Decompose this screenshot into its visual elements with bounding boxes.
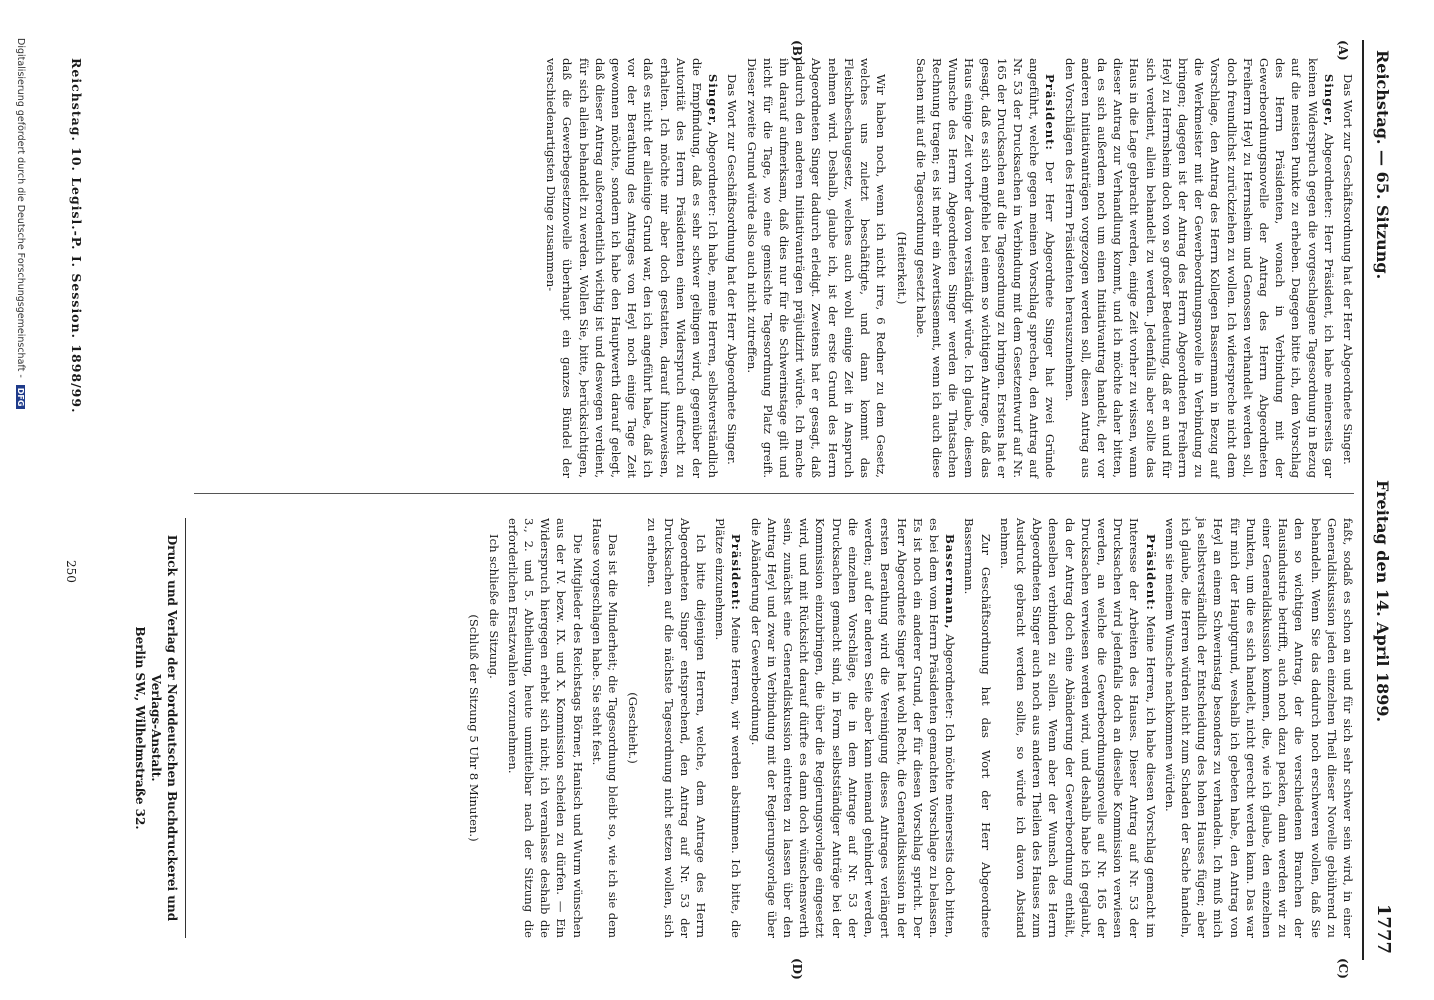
paragraph-text: Zur Geschäftsordnung hat das Wort der Herr Abgeordnete Bassermann. [962, 518, 993, 938]
paragraph-text: Der Herr Abgeordnete Singer hat zwei Gründe angeführt, welche gegen meinen Vorschlag sprechen, den Antrag auf Nr. 53 der Drucksachen in Verbindung mit dem Gesetzentwurf auf Nr. 165 der Drucksachen auf die Tagesordnung zu bringen. Erstens hat er gesagt, daß es sich empfehle bei einem so wichtigen Antrage, daß das Haus einige Zeit vorher davon verständigt würde. Ich glaube, diesem Wunsche des Herrn Abgeordneten Singer werden die Thatsachen Rechnung tragen; es ist mehr ein Avertissement, wenn ich auch diese Sachen mit auf die Tagesordnung gesetzt habe. [913, 58, 1058, 478]
paragraph-text: Das Wort zur Geschäftsordnung hat der Herr Abgeordnete Singer. [1341, 74, 1355, 465]
dfg-logo: DFG [16, 385, 25, 410]
paragraph [505, 518, 586, 938]
paragraph-text: Ich schließe die Sitzung. [486, 534, 501, 679]
stage-direction [893, 58, 909, 478]
paragraph-text: Abgeordneter: Ich habe, meine Herren, selbstverständlich die Empfindung, daß es sehr schwer gelingen wird, gegenüber der Autorität des Herrn Präsidenten einen Widerspruch aufrecht zu erhalten. Ich möchte mir aber doch gestatten, darauf hinzuweisen, daß es nicht der alleinige Grund war, den ich angeführt habe, daß ich vor der Berathung des Antrages von Heyl noch einige Tage Zeit gewonnen möchte, sondern ich habe den Hauptwerth darauf gelegt, daß dieser Antrag außerordentlich wichtig ist und deswegen verdient, für sich allein behandelt zu werden. Wollen Sie, bitte, berücksichtigen, daß die Gewerbegesetznovelle überhaupt ein ganzes Bündel der verschiedenartigsten Dinge zusammen- [544, 58, 721, 478]
left-column [540, 58, 1356, 478]
paragraph [961, 518, 993, 938]
paragraph [485, 518, 501, 938]
paragraph-text: Das Wort zur Geschäftsordnung hat der Herr Abgeordnete Singer. [725, 74, 740, 465]
paragraph [747, 518, 958, 938]
paragraph-text: Die Mitglieder des Reichstags Börner, Hanisch und Wurm wünschen aus der IV. bezw. IX. und X. Kommission scheiden zu dürfen. — Ein Widerspruch hiergegen erhebt sich nicht; ich veranlasse deshalb die 3., 2. und 5. Abtheilung, heute unmittelbar nach der Sitzung die erforderlichen Ersatzwahlen vorzunehmen. [505, 518, 585, 938]
paragraph-text: (Geschieht.) [626, 692, 641, 764]
paragraph-text: (Heiterkeit.) [894, 231, 909, 305]
paragraph [1061, 58, 1336, 478]
paragraph [712, 518, 744, 938]
paragraph-text: Das ist die Minderheit; die Tagesordnung bleibt so, wie ich sie dem Hause vorgeschlagen habe. Sie steht fest. [589, 518, 621, 938]
speaker-name: Singer, [706, 74, 721, 127]
paragraph [644, 518, 709, 938]
footer-imprint [132, 518, 180, 938]
footer-session: Reichstag. 10. Legisl.-P. I. Session. 1898/99. [69, 58, 84, 414]
stage-direction [625, 518, 641, 938]
header-chamber: Reichstag. — 65. Sitzung. [1373, 50, 1392, 280]
paragraph-text: Abgeordneter: Herr Präsident, ich habe meinerseits gar keinen Widerspruch gegen die vorgeschlagene Tagesordnung in Bezug auf die meisten Punkte zu erheben. Dagegen bitte ich, den Vorschlag des Herrn Präsidenten, wonach in Verbindung mit der Gewerbeordnungsnovelle der Antrag des Herrn Abgeordneten Freiherrn Heyl zu Herrnsheim und Genossen verhandelt werden soll, doch freundlichst zurückziehen zu wollen. Ich widerspreche nicht dem Vorschlage, den Antrag des Herrn Kollegen Bassermann in Bezug auf die Werkmeister mit der Gewerbeordnungsnovelle in Verbindung zu bringen; dagegen ist der Antrag des Herrn Abgeordneten Freiherrn Heyl zu Herrnsheim doch von so großer Bedeutung, daß er an und für sich verdient, allein behandelt zu werden. Jedenfalls aber sollte das Haus in die Lage gebracht werden, einige Zeit vorher zu wissen, wann dieser Antrag zur Verhandlung kommt, und ich möchte daher bitten, da es sich außerdem noch um einen Initiativantrag handelt, der vor anderen Initiativanträgen vorgezogen werden soll, diesen Antrag aus den Vorschlägen des Herrn Präsidenten herauszunehmen. [1062, 58, 1336, 478]
page-header [1362, 40, 1404, 960]
paragraph [1340, 58, 1356, 478]
imprint-line-1: Druck und Verlag der Norddeutschen Buchdruckerei und Verlags-Anstalt. [149, 534, 179, 922]
speaker-name: Präsident: [1143, 534, 1158, 611]
paragraph-text: faßt, sodaß es schon an und für sich sehr schwer sein wird, in einer Generaldiskussion jeden einzelnen Theil dieser Novelle gebührend zu behandeln. Wenn Sie das dadurch noch erschweren wollen, daß Sie den so wichtigen Antrag, der die verschiedenen Branchen der Hausindustrie betrifft, auch noch dazu packen, dann werden wir zu einer Generaldiskussion kommen, die, wie ich glaube, den einzelnen Punkten, um die es sich handelt, nicht gerecht werden kann. Das war für mich der Hauptgrund, weshalb ich gebeten habe, den Antrag von Heyl an einem Schwerinstag besonders zu verhandeln. Ich muß mich ja selbstverständlich der Entscheidung des hohen Hauses fügen; aber ich glaube, die Herren würden nicht zum Schaden der Sache handeln, wenn sie meinem Wunsche nachkommen würden. [1162, 518, 1355, 938]
header-page-number: 1777 [1373, 903, 1394, 954]
paragraph-text: Meine Herren, wir werden abstimmen. Ich bitte, die Plätze einzunehmen. [713, 518, 744, 939]
stage-direction [466, 518, 482, 938]
footer-number: 250 [64, 560, 78, 583]
paragraph [589, 518, 621, 938]
speaker-name: Bassermann, [943, 534, 958, 630]
paragraph-text: Meine Herren, ich habe diesen Vorschlag gemacht im Interesse der Arbeiten des Hauses. Dieser Antrag auf Nr. 53 der Drucksachen wird jedenfalls doch an dieselbe Kommission verwiesen werden, an welche die Gewerbeordnungsnovelle auf Nr. 165 der Drucksachen verwiesen werden wird, und deshalb habe ich geglaubt, da der Antrag doch eine Abänderung der Gewerbeordnung enthält, denselben verbinden zu sollen. Wenn aber der Wunsch des Herrn Abgeordneten Singer auch noch aus anderen Theilen des Hauses zum Ausdruck gebracht werden sollte, so würde ich davon Abstand nehmen. [997, 518, 1158, 938]
margin-mark-a: (A) [1336, 40, 1350, 61]
digitization-text: Digitalisierung gefördert durch die Deutsche Forschungsgemeinschaft - [15, 38, 26, 378]
imprint-line-2: Berlin SW., Wilhelmstraße 32. [133, 626, 147, 830]
paragraph-text: Wir haben noch, wenn ich nicht irre, 6 Redner zu dem Gesetz, welches uns zuletzt beschäftigte, und dann kommt das Fleischbeschaugesetz, welches auch wohl einige Zeit in Anspruch nehmen wird. Deshalb, glaube ich, ist der erste Grund des Herrn Abgeordneten Singer dadurch erledigt. Zweitens hat er gesagt, daß dadurch den anderen Initiativanträgen präjudizirt würde. Ich mache ihn darauf aufmerksam, daß dies nur für die Schwerinstage gilt und nicht für die Tage, wo eine gemischte Tagesordnung Platz greift. Dieser zweite Grund würde also auch nicht zutreffen. [744, 58, 889, 478]
paragraph [743, 58, 889, 478]
column-divider [194, 493, 1354, 494]
paragraph [913, 58, 1059, 478]
paragraph-text: Ich bitte diejenigen Herren, welche, dem Antrage des Herrn Abgeordneten Singer entsprechend, den Antrag auf Nr. 53 der Drucksachen auf die nächste Tagesordnung nicht setzen wollen, sich zu erheben. [645, 518, 709, 938]
speaker-name: Präsident: [729, 534, 744, 611]
margin-mark-c: (C) [1336, 958, 1350, 979]
paragraph [724, 58, 740, 478]
paragraph-text: Abgeordneter: Ich möchte meinerseits doch bitten, es bei dem vom Herrn Präsidenten gemachten Vorschlage zu belassen. Es ist noch ein anderer Grund, der für diesen Vorschlag spricht. Der Herr Abgeordnete Singer hat wohl Recht, die Generaldiskussion in der ersten Berathung wird die Vereinigung dieses Antrages verlängert werden; auf der anderen Seite aber kann niemand gehindert werden, die einzelnen Vorschläge, die in dem Antrage auf Nr. 53 der Drucksachen gemacht sind, in Form selbstständiger Anträge bei der Kommission einzubringen, die über die Regierungsvorlage eingesetzt wird, und mit Rücksicht darauf dürfte es dann doch wünschenswerth sein, zunächst eine Generaldiskussion eintreten zu lassen über den Antrag Heyl und zwar in Verbindung mit der Regierungsvorlage über die Abänderung der Gewerbeordnung. [748, 518, 958, 938]
speaker-name: Singer, [1321, 74, 1336, 127]
footer-rule [185, 518, 186, 938]
speaker-name: Präsident: [1043, 74, 1058, 151]
margin-mark-d: (D) [790, 958, 804, 980]
right-column [462, 518, 1356, 938]
digitization-note [15, 38, 26, 958]
margin-mark-b: (B) [790, 40, 804, 62]
paragraph [543, 58, 721, 478]
paragraph-text: (Schluß der Sitzung 5 Uhr 8 Minuten.) [467, 614, 482, 842]
paragraph [1162, 518, 1356, 938]
paragraph [997, 518, 1159, 938]
header-date: Freitag den 14. April 1899. [1373, 480, 1392, 723]
